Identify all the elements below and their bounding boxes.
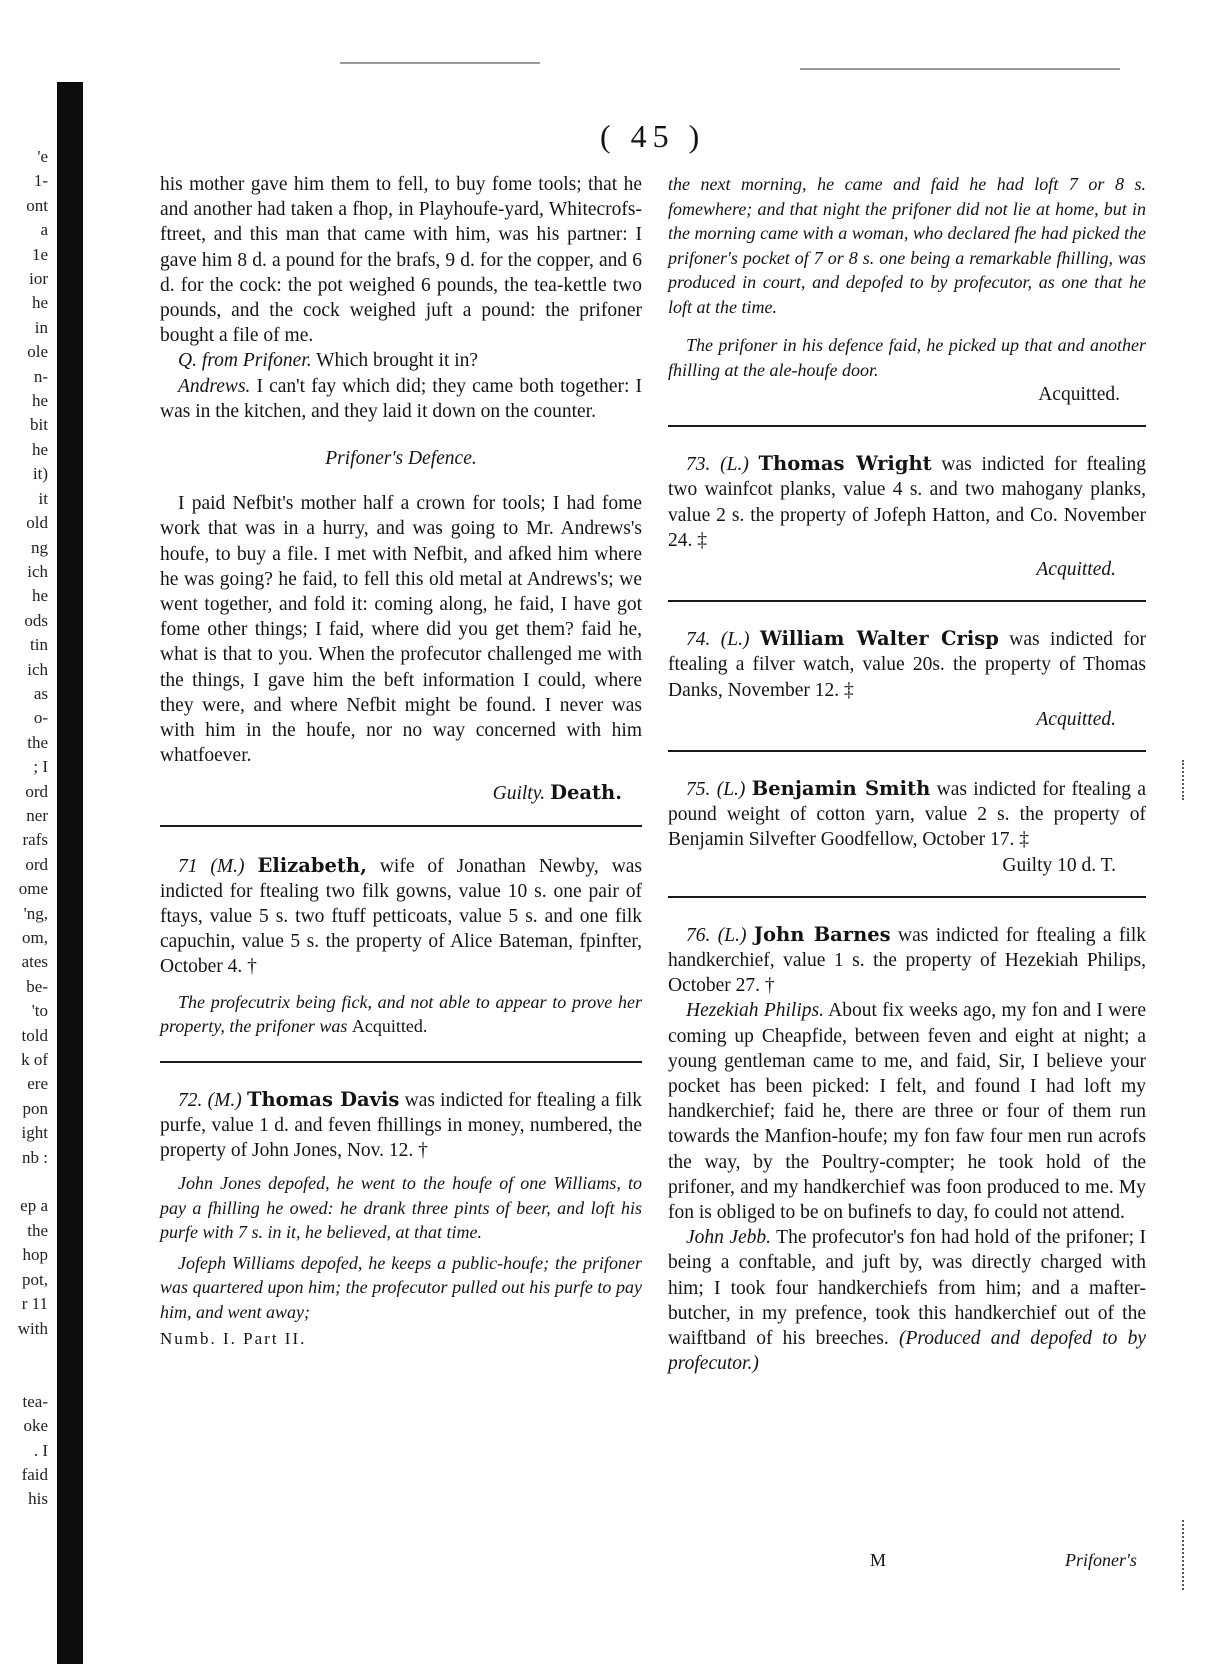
verdict: Acquitted.	[1038, 384, 1120, 405]
margin-fragment: ep a	[20, 1196, 48, 1216]
scan-edge-marks	[1182, 1520, 1187, 1590]
margin-fragment: ich	[27, 561, 48, 581]
margin-fragment	[0, 1341, 48, 1365]
margin-fragment: pon	[22, 1098, 48, 1118]
speaker-label: Hezekiah Philips.	[686, 1000, 824, 1022]
margin-fragment: a	[40, 220, 48, 240]
defence-text: The prifoner in his defence faid, he picked up that and another fhilling at the ale-houfe door.	[668, 335, 1146, 380]
section-heading: Prifoner's Defence.	[325, 448, 477, 470]
case-divider	[160, 1061, 642, 1063]
witness-testimony	[668, 1225, 1146, 1376]
verdict-death: Death.	[550, 781, 622, 805]
case-text: was indicted for ftealing a filk purfe, value 1 d. and feven fhillings in money, numbered, the property of John Jones, Nov. 12. †	[160, 1089, 643, 1162]
margin-fragment: he	[31, 293, 48, 313]
margin-fragment: ord	[25, 854, 48, 874]
defendant-name: John Barnes	[753, 922, 891, 946]
signature-mark: M	[870, 1550, 887, 1570]
speech-text: The profecutor's fon had hold of the prifoner; I being a conftable, and juft by, was directly charged with him; I took four handkerchiefs from him; and a mafter-butcher, in my prefence, took this handkerchief out of the waiftband of his breeches.	[668, 1227, 1146, 1350]
case-text: was indicted for ftealing a pound weight of cotton yarn, value 2 s. the property of Benjamin Silvefter Goodfellow, October 17. ‡	[668, 779, 1147, 851]
margin-fragment: 1e	[31, 244, 48, 264]
margin-fragment: ord	[25, 781, 48, 801]
margin-fragment: ng	[31, 537, 48, 557]
margin-fragment: ight	[21, 1123, 48, 1143]
signature-mark: Numb. I. Part II.	[160, 1329, 307, 1349]
margin-fragment	[0, 1170, 48, 1194]
facing-page-bleed	[0, 145, 48, 1512]
margin-fragment: ome	[18, 879, 48, 899]
margin-fragment: the	[27, 732, 48, 752]
deposition: Jofeph Williams depofed, he keeps a public-houfe; the prifoner was quartered upon him; the profecutor pulled out his purfe to pay him, and went away;	[160, 1252, 642, 1322]
margin-fragment: ior	[29, 269, 48, 289]
verdict: Guilty 10 d. T.	[1002, 854, 1116, 876]
margin-fragment: ere	[27, 1074, 48, 1094]
margin-fragment: 'to	[31, 1001, 48, 1021]
deposition: John Jones depofed, he went to the houfe of one Williams, to pay a fhilling he owed: he drank three pints of beer, and loft his purfe with 7 s. in it, he believed, at that time.	[160, 1173, 642, 1243]
margin-fragment: 1-	[33, 171, 48, 191]
binding-shadow	[57, 82, 83, 1664]
margin-fragment: as	[33, 683, 48, 703]
note-verdict: Acquitted.	[351, 1016, 428, 1037]
case-text: was indicted for ftealing two wainfcot planks, value 4 s. and two mahogany planks, value 2 s. the property of Jofeph Hatton, and Co. November 24. ‡	[668, 454, 1147, 551]
paragraph: his mother gave him them to fell, to buy fome tools; that he and another had taken a fhop, in Playhoufe-yard, Whitecrofs-ftreet, and this man that came with him, was his partner: I gave him 8 d. a pound for the brafs, 9 d. for the copper, and 6 d. for the cock: the pot weighed 6 pounds, the tea-kettle two pounds, and the cock weighed juft a pound: the prifoner bought a file of me.	[160, 174, 642, 347]
scan-edge-line	[340, 62, 540, 64]
case-divider	[668, 750, 1146, 752]
note-text: The profecutrix being fick, and not able to appear to prove her property, the prifoner was	[160, 991, 642, 1037]
margin-fragment: o-	[33, 708, 48, 728]
margin-fragment: it	[38, 488, 48, 508]
catchword: Prifoner's	[1065, 1550, 1137, 1570]
margin-fragment: ates	[21, 952, 48, 972]
margin-fragment: be-	[26, 976, 48, 996]
margin-fragment: . I	[33, 1440, 48, 1460]
verdict: Acquitted.	[1036, 708, 1116, 730]
defence-text: I paid Nefbit's mother half a crown for tools; I had fome work that was in a hurry, and was going to Mr. Andrews's houfe, to buy a file. I met with Nefbit, and afked him where he was going? he faid, to fell this old metal at Andrews's; we went together, and fold it: coming along, he faid, I have got fome other things; I faid, where did you get them? faid he, what is that to you. When the profecutor challenged me with the things, I gave him the beft information I could, where they were, and where Nefbit might be found. I never was with him in the houfe, nor no way concerned with him whatfoever.	[160, 493, 642, 767]
case-72	[160, 1087, 642, 1164]
margin-fragment: nb :	[22, 1147, 48, 1167]
case-text: was indicted for ftealing a filk handkerchief, value 1 s. the property of Hezekiah Philips, October 27. †	[668, 924, 1147, 997]
question-line	[160, 348, 642, 373]
case-number: 73. (L.)	[686, 454, 749, 476]
margin-fragment: he	[31, 439, 48, 459]
page-number: ( 45 )	[600, 118, 706, 154]
speaker-label: John Jebb.	[686, 1227, 772, 1249]
right-column	[668, 172, 1146, 1377]
scan-edge-line	[800, 68, 1120, 70]
margin-fragment: ont	[26, 195, 48, 215]
margin-fragment: his	[28, 1489, 48, 1509]
case-number: 75. (L.)	[686, 779, 746, 801]
case-text: wife of Jonathan Newby, was indicted for ftealing two filk gowns, value 10 s. one pair of ftays, value 5 s. two ftuff petticoats, value 5 s. and one filk capuchin, value 5 s. the property of Alice Bateman, fpinfter, October 4. †	[160, 855, 643, 978]
case-divider	[668, 425, 1146, 427]
margin-fragment: om,	[22, 928, 48, 947]
margin-fragment: he	[31, 391, 48, 411]
margin-fragment: ich	[27, 659, 48, 679]
speech-text: Which brought it in?	[316, 350, 479, 372]
speaker-label: Q. from Prifoner.	[178, 350, 312, 372]
defendant-name: Thomas Wright	[758, 452, 932, 476]
case-number: 72. (M.)	[178, 1089, 242, 1111]
margin-fragment: he	[31, 586, 48, 606]
margin-fragment: pot,	[22, 1269, 48, 1289]
margin-fragment: ner	[26, 805, 48, 825]
margin-fragment: 'ng,	[23, 903, 48, 923]
case-number: 74. (L.)	[686, 629, 750, 651]
margin-fragment: n-	[33, 366, 48, 386]
margin-fragment: tea-	[22, 1391, 48, 1411]
margin-fragment: rafs	[22, 830, 48, 850]
defendant-name: Elizabeth,	[257, 853, 367, 877]
witness-testimony	[668, 998, 1146, 1225]
verdict: Acquitted.	[1036, 559, 1116, 581]
case-number: 76. (L.)	[686, 924, 747, 946]
speaker-label: Andrews.	[178, 375, 251, 397]
margin-fragment: bit	[30, 415, 48, 435]
answer-line	[160, 374, 642, 424]
paragraph: the next morning, he came and faid he had loft 7 or 8 s. fomewhere; and that night the prifoner did not lie at home, but in the morning came with a woman, who declared fhe had picked the prifoner's pocket of 7 or 8 s. one being a remarkable fhilling, was produced in court, and depofed to by profecutor, as one that he loft at the time.	[668, 174, 1146, 317]
margin-fragment	[0, 1365, 48, 1389]
case-divider	[160, 825, 642, 827]
margin-fragment: in	[34, 317, 48, 337]
margin-fragment: tin	[30, 635, 48, 655]
speech-text: About fix weeks ago, my fon and I were coming up Cheapfide, between feven and eight at night; a young gentleman came to me, and faid, Sir, I believe your pocket has been picked: I felt, and found I had loft my handkerchief; faid he, there are three or four of them run towards the Manfion-houfe; my fon faw four men run acrofs the way, by the Poultry-compter; he took hold of the prifoner, and my handkerchief was foon produced to me. My fon is obliged to be on bufinefs to day, fo could not attend.	[668, 1000, 1146, 1224]
margin-fragment: k of	[21, 1050, 48, 1070]
margin-fragment: it)	[32, 464, 48, 484]
margin-fragment: hop	[22, 1245, 48, 1265]
margin-fragment: told	[21, 1025, 48, 1045]
left-column	[160, 172, 642, 1352]
speech-text: I can't fay which did; they came both together: I was in the kitchen, and they laid it down on the counter.	[160, 375, 642, 422]
defendant-name: William Walter Crisp	[759, 627, 999, 651]
case-71	[160, 853, 642, 980]
margin-fragment: with	[17, 1318, 48, 1338]
defendant-name: Benjamin Smith	[751, 777, 931, 801]
verdict-guilty: Guilty.	[492, 783, 546, 805]
case-74	[668, 626, 1146, 703]
case-divider	[668, 896, 1146, 898]
margin-fragment: oke	[23, 1416, 48, 1436]
case-75	[668, 776, 1146, 853]
margin-fragment: the	[27, 1220, 48, 1240]
case-note	[160, 990, 642, 1039]
defendant-name: Thomas Davis	[246, 1087, 400, 1111]
case-number: 71 (M.)	[178, 855, 245, 877]
margin-fragment: ods	[24, 610, 48, 630]
margin-fragment: ; I	[33, 757, 48, 777]
case-73	[668, 451, 1146, 553]
case-76	[668, 922, 1146, 999]
verdict	[160, 780, 622, 806]
margin-fragment: ole	[27, 342, 48, 362]
margin-fragment: r 11	[21, 1294, 48, 1314]
note-text: (Produced and depofed to by profecutor.)	[668, 1328, 1146, 1375]
scan-edge-marks	[1182, 760, 1187, 800]
case-text: was indicted for ftealing a filver watch, value 20s. the property of Thomas Danks, November 12. ‡	[668, 629, 1147, 701]
margin-fragment: faid	[21, 1464, 48, 1484]
margin-fragment: old	[26, 513, 48, 533]
case-divider	[668, 600, 1146, 602]
margin-fragment: 'e	[37, 147, 48, 166]
